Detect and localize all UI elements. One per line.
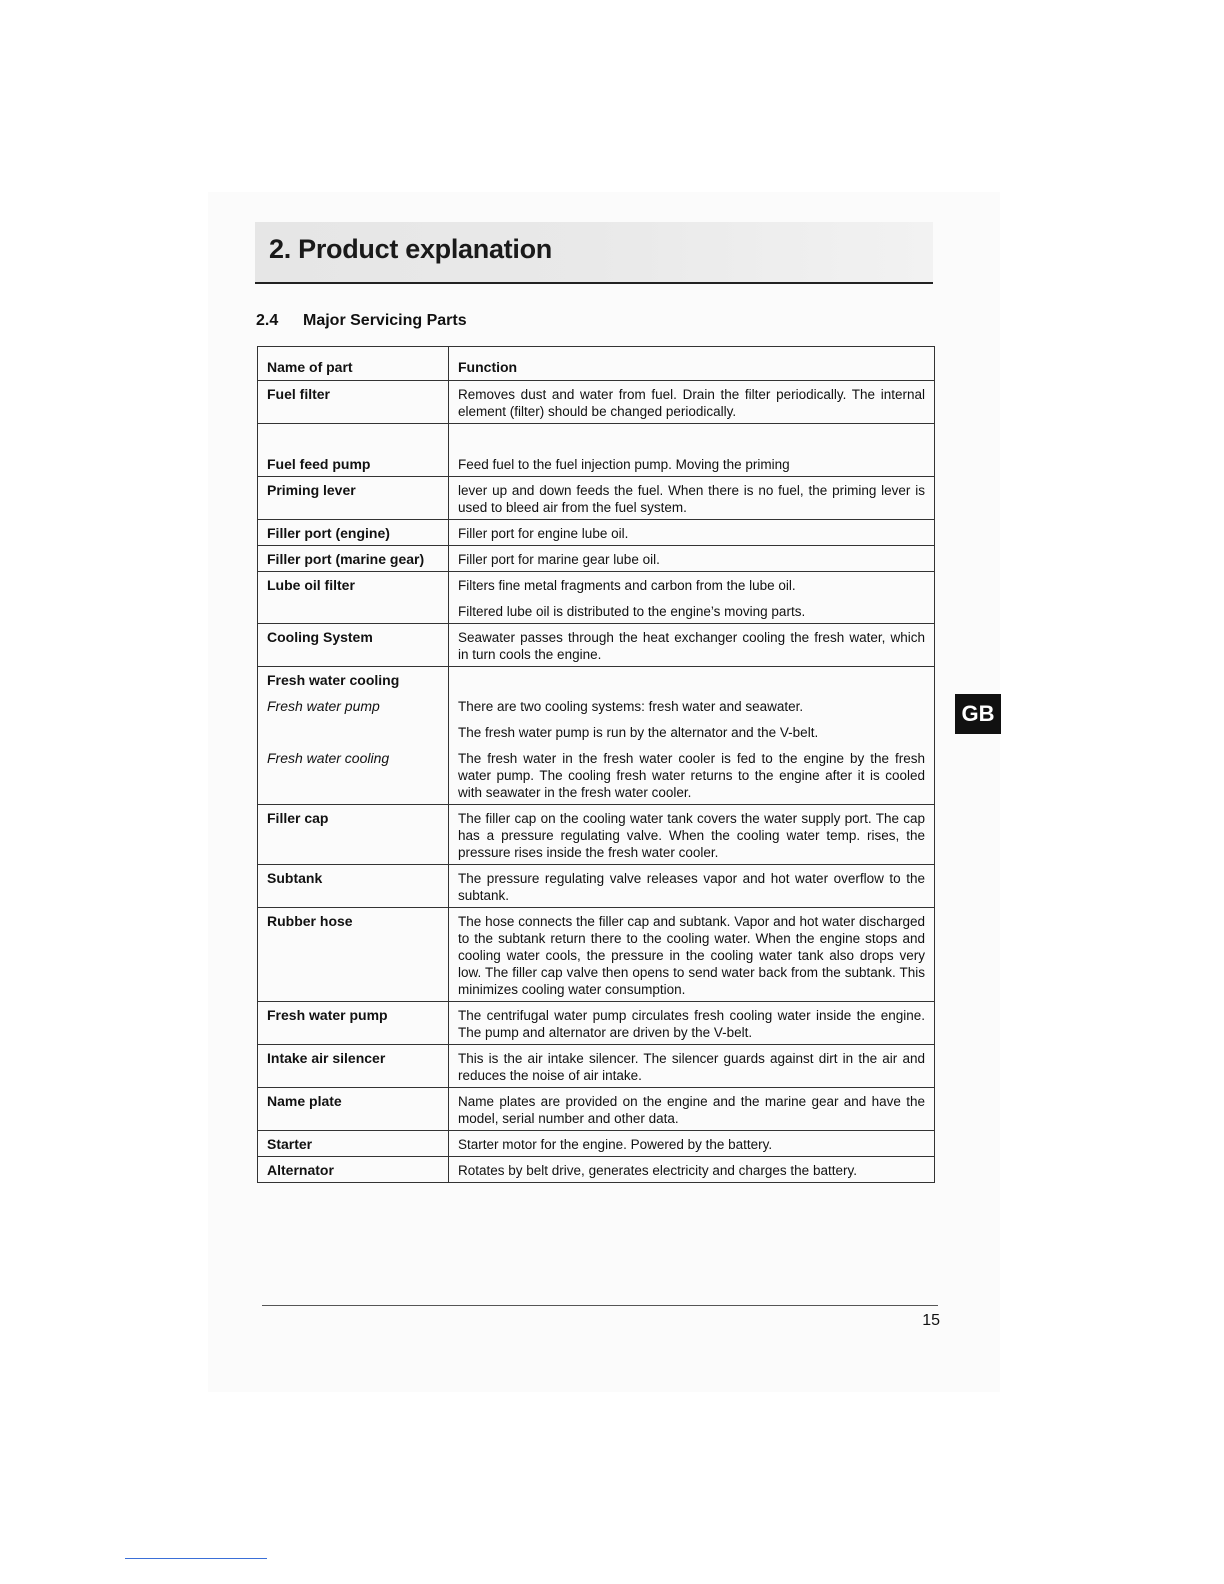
part-function: The centrifugal water pump circulates fresh cooling water inside the engine. The pump and alternator are driven by the V-belt. [449,1002,935,1045]
part-name: Name plate [258,1088,449,1131]
part-function: Starter motor for the engine. Powered by the battery. [449,1131,935,1157]
table-row [258,624,935,667]
part-function: Name plates are provided on the engine and the marine gear and have the model, serial number and other data. [449,1088,935,1131]
part-function: Filters fine metal fragments and carbon from the lube oil. Filtered lube oil is distributed to the engine’s moving parts. [449,572,935,624]
chapter-title: 2. Product explanation [269,234,552,264]
table-row [258,1088,935,1131]
part-name: Priming lever [258,477,449,520]
part-function: Rotates by belt drive, generates electricity and charges the battery. [449,1157,935,1183]
part-function: This is the air intake silencer. The silencer guards against dirt in the air and reduces the noise of air intake. [449,1045,935,1088]
part-function: Seawater passes through the heat exchanger cooling the fresh water, which in turn cools the engine. [449,624,935,667]
part-name: Filler port (marine gear) [258,546,449,572]
language-tab-gb: GB [955,694,1001,734]
part-function: Feed fuel to the fuel injection pump. Moving the priming [449,424,935,477]
chapter-header-band [255,222,933,284]
column-header-function: Function [449,347,935,381]
part-name: Fresh water pump [258,1002,449,1045]
table-row [258,477,935,520]
part-name: Intake air silencer [258,1045,449,1088]
part-name: Fuel feed pump [258,424,449,477]
table-row [258,1157,935,1183]
table-row [258,805,935,865]
table-row [258,424,935,477]
table-row [258,1045,935,1088]
table-row [258,1002,935,1045]
part-function: There are two cooling systems: fresh water and seawater. The fresh water pump is run by the alternator and the V-belt. The fresh water in the fresh water cooler is fed to the engine by the fresh water pump. The cooling fresh water returns to the engine after it is cooled with seawater in the fresh water cooler. [449,667,935,805]
footer-divider [262,1305,938,1306]
table-row [258,667,935,805]
part-name: Cooling System [258,624,449,667]
table-header-row [258,347,935,381]
part-name: Fresh water cooling Fresh water pump Fresh water cooling [258,667,449,805]
table-row [258,1131,935,1157]
part-function: The filler cap on the cooling water tank covers the water supply port. The cap has a pressure regulating valve. When the cooling water temp. rises, the pressure rises inside the fresh water cooler. [449,805,935,865]
table-row [258,520,935,546]
table-row [258,572,935,624]
table-row [258,546,935,572]
section-heading [256,312,467,330]
column-header-name: Name of part [258,347,449,381]
part-name: Filler port (engine) [258,520,449,546]
part-function: The hose connects the filler cap and subtank. Vapor and hot water discharged to the subtank return there to the cooling water. When the engine stops and cooling water cools, the pressure in the cooling water tank also drops very low. The filler cap valve then opens to send water back from the subtank. This minimizes cooling water consumption. [449,908,935,1002]
part-name: Lube oil filter [258,572,449,624]
part-name: Filler cap [258,805,449,865]
part-name: Starter [258,1131,449,1157]
part-function: The pressure regulating valve releases vapor and hot water overflow to the subtank. [449,865,935,908]
page-number: 15 [922,1312,940,1329]
table-row [258,381,935,424]
section-number: 2.4 [256,312,279,329]
part-function: lever up and down feeds the fuel. When there is no fuel, the priming lever is used to bleed air from the fuel system. [449,477,935,520]
part-function: Removes dust and water from fuel. Drain the filter periodically. The internal element (filter) should be changed periodically. [449,381,935,424]
sub-part-name: Fresh water cooling [267,750,390,766]
part-name: Fuel filter [258,381,449,424]
sub-part-name: Fresh water pump [267,698,380,714]
part-name: Alternator [258,1157,449,1183]
section-title: Major Servicing Parts [303,312,467,329]
table-row [258,865,935,908]
part-function: Filler port for engine lube oil. [449,520,935,546]
part-function: Filler port for marine gear lube oil. [449,546,935,572]
servicing-parts-table [257,346,935,1183]
table-row [258,908,935,1002]
link-underline[interactable] [125,1558,267,1559]
part-name: Rubber hose [258,908,449,1002]
part-name: Subtank [258,865,449,908]
